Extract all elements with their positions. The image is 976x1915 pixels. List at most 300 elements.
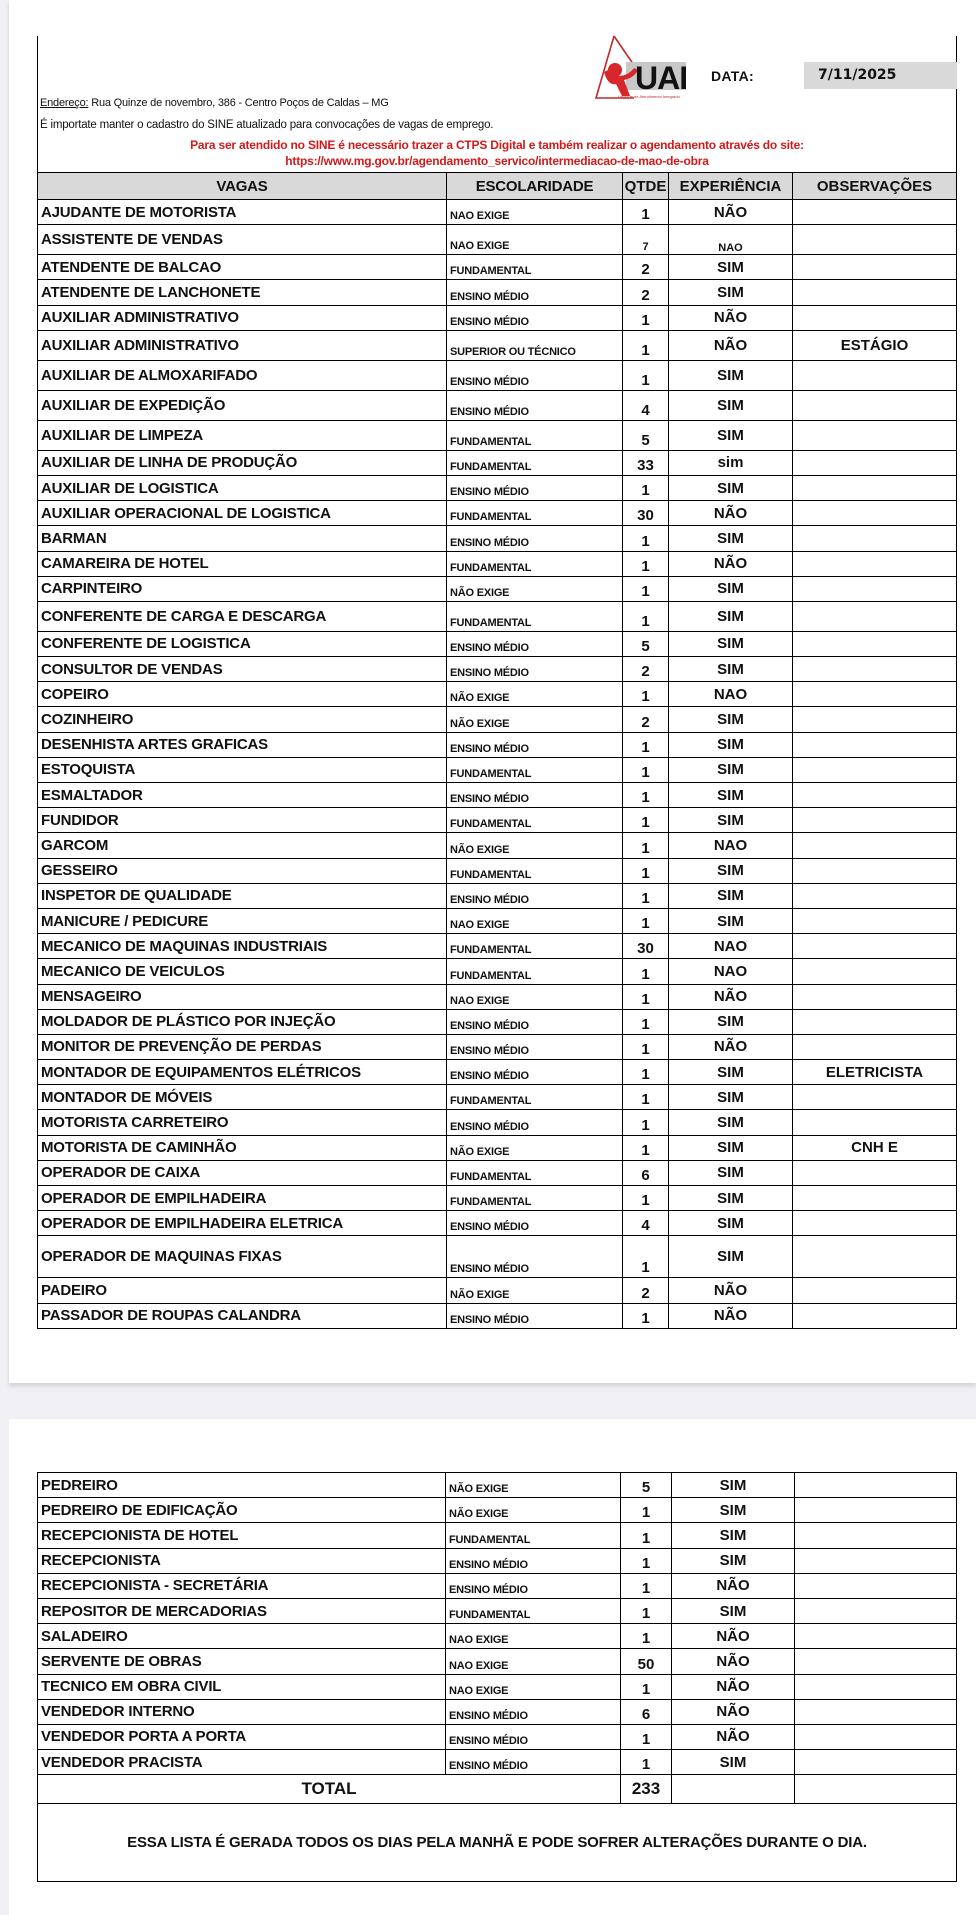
vaga-cell: CARPINTEIRO [38,576,447,601]
escolaridade-cell: NAO EXIGE [447,984,623,1009]
experiencia-cell: NAO [669,682,793,707]
experiencia-cell: SIM [672,1473,795,1498]
table-row [38,934,957,959]
observacoes-cell [795,1724,957,1749]
table-row [38,757,957,782]
observacoes-cell [793,390,957,420]
observacoes-cell [793,255,957,280]
experiencia-cell: SIM [669,420,793,450]
qtde-cell: 1 [621,1523,672,1548]
experiencia-cell: SIM [669,858,793,883]
table-row [38,858,957,883]
observacoes-cell [793,682,957,707]
total-obs-empty [795,1775,957,1804]
document-page-1 [9,0,976,1383]
table-row [38,1135,957,1160]
experiencia-cell: NÃO [669,1303,793,1328]
escolaridade-cell: FUNDAMENTAL [447,255,623,280]
vaga-cell: INSPETOR DE QUALIDADE [38,883,447,908]
escolaridade-cell: FUNDAMENTAL [447,757,623,782]
qtde-cell: 1 [623,808,669,833]
experiencia-cell: SIM [669,631,793,656]
vaga-cell: SERVENTE DE OBRAS [38,1649,446,1674]
experiencia-cell: NÃO [669,984,793,1009]
escolaridade-cell: NAO EXIGE [446,1649,621,1674]
qtde-cell: 1 [623,883,669,908]
table-body-page-2 [38,1473,957,1775]
escolaridade-cell: FUNDAMENTAL [446,1523,621,1548]
qtde-cell: 6 [623,1160,669,1185]
experiencia-cell: SIM [669,1160,793,1185]
table-row [38,360,957,390]
observacoes-cell [793,833,957,858]
qtde-cell: 1 [623,783,669,808]
escolaridade-cell: NÃO EXIGE [446,1498,621,1523]
experiencia-cell: NÃO [669,551,793,576]
qtde-cell: 1 [623,1009,669,1034]
escolaridade-cell: NAO EXIGE [447,225,623,255]
observacoes-cell [793,707,957,732]
qtde-cell: 2 [623,707,669,732]
vaga-cell: MENSAGEIRO [38,984,447,1009]
escolaridade-cell: NÃO EXIGE [447,833,623,858]
experiencia-cell: SIM [669,280,793,305]
col-header-observacoes: OBSERVAÇÕES [793,173,957,200]
observacoes-cell [793,225,957,255]
experiencia-cell: NAO [669,833,793,858]
vaga-cell: REPOSITOR DE MERCADORIAS [38,1598,446,1623]
qtde-cell: 1 [623,1060,669,1085]
experiencia-cell: NÃO [669,1278,793,1303]
qtde-cell: 1 [623,984,669,1009]
table-row [38,1473,957,1498]
table-row [38,657,957,682]
qtde-cell: 1 [623,360,669,390]
escolaridade-cell: SUPERIOR OU TÉCNICO [447,330,623,360]
observacoes-cell [795,1473,957,1498]
vaga-cell: FUNDIDOR [38,808,447,833]
total-label: TOTAL [38,1775,621,1804]
qtde-cell: 1 [623,908,669,933]
vaga-cell: MONITOR DE PREVENÇÃO DE PERDAS [38,1034,447,1059]
vaga-cell: PADEIRO [38,1278,447,1303]
table-row [38,1186,957,1211]
experiencia-cell: NÃO [672,1674,795,1699]
observacoes-cell [795,1674,957,1699]
escolaridade-cell: NÃO EXIGE [447,682,623,707]
observacoes-cell: CNH E [793,1135,957,1160]
qtde-cell: 5 [623,420,669,450]
footer-note: ESSA LISTA É GERADA TODOS OS DIAS PELA MANHÃ E PODE SOFRER ALTERAÇÕES DURANTE O DIA. [38,1804,957,1882]
table-row [38,551,957,576]
experiencia-cell: SIM [669,808,793,833]
vaga-cell: CAMAREIRA DE HOTEL [38,551,447,576]
escolaridade-cell: NÃO EXIGE [447,1135,623,1160]
qtde-cell: 4 [623,1211,669,1236]
qtde-cell: 1 [623,757,669,782]
escolaridade-cell: ENSINO MÉDIO [447,526,623,551]
experiencia-cell: SIM [669,601,793,631]
vacancies-table-page-1 [37,172,957,1329]
escolaridade-cell: ENSINO MÉDIO [447,657,623,682]
escolaridade-cell: NAO EXIGE [446,1624,621,1649]
qtde-cell: 1 [623,576,669,601]
experiencia-cell: NAO [669,959,793,984]
observacoes-cell [793,732,957,757]
vaga-cell: AUXILIAR DE LOGISTICA [38,475,447,500]
table-row [38,1674,957,1699]
qtde-cell: 1 [623,833,669,858]
experiencia-cell: SIM [672,1498,795,1523]
observacoes-cell [793,1110,957,1135]
experiencia-cell: SIM [672,1523,795,1548]
table-row [38,1236,957,1278]
vaga-cell: GARCOM [38,833,447,858]
observacoes-cell [793,631,957,656]
qtde-cell: 1 [623,682,669,707]
vaga-cell: AUXILIAR DE LINHA DE PRODUÇÃO [38,450,447,475]
escolaridade-cell: ENSINO MÉDIO [447,475,623,500]
observacoes-cell [793,1278,957,1303]
vaga-cell: TECNICO EM OBRA CIVIL [38,1674,446,1699]
table-row [38,225,957,255]
escolaridade-cell: ENSINO MÉDIO [447,305,623,330]
table-row [38,255,957,280]
observacoes-cell [793,757,957,782]
col-header-escolaridade: ESCOLARIDADE [447,173,623,200]
vaga-cell: OPERADOR DE EMPILHADEIRA ELETRICA [38,1211,447,1236]
experiencia-cell: NÃO [672,1649,795,1674]
qtde-cell: 33 [623,450,669,475]
table-row [38,450,957,475]
experiencia-cell: SIM [669,255,793,280]
qtde-cell: 1 [623,475,669,500]
vaga-cell: VENDEDOR PORTA A PORTA [38,1724,446,1749]
vaga-cell: AUXILIAR OPERACIONAL DE LOGISTICA [38,501,447,526]
vaga-cell: PEDREIRO DE EDIFICAÇÃO [38,1498,446,1523]
vaga-cell: AUXILIAR DE LIMPEZA [38,420,447,450]
observacoes-cell [793,501,957,526]
table-row [38,1523,957,1548]
vaga-cell: MECANICO DE VEICULOS [38,959,447,984]
observacoes-cell [793,1009,957,1034]
observacoes-cell [793,576,957,601]
table-row [38,1573,957,1598]
observacoes-cell [793,200,957,225]
experiencia-cell: NÃO [669,200,793,225]
qtde-cell: 1 [621,1548,672,1573]
qtde-cell: 1 [621,1674,672,1699]
escolaridade-cell: NÃO EXIGE [446,1473,621,1498]
experiencia-cell: SIM [669,1085,793,1110]
observacoes-cell [793,1211,957,1236]
escolaridade-cell: ENSINO MÉDIO [446,1548,621,1573]
experiencia-cell: SIM [669,1236,793,1278]
experiencia-cell: SIM [669,475,793,500]
vaga-cell: SALADEIRO [38,1624,446,1649]
vaga-cell: RECEPCIONISTA [38,1548,446,1573]
vaga-cell: MECANICO DE MAQUINAS INDUSTRIAIS [38,934,447,959]
escolaridade-cell: FUNDAMENTAL [447,420,623,450]
observacoes-cell [793,657,957,682]
experiencia-cell: SIM [669,1135,793,1160]
experiencia-cell: SIM [669,1060,793,1085]
vaga-cell: GESSEIRO [38,858,447,883]
vaga-cell: MOLDADOR DE PLÁSTICO POR INJEÇÃO [38,1009,447,1034]
vaga-cell: OPERADOR DE MAQUINAS FIXAS [38,1236,447,1278]
qtde-cell: 1 [623,1135,669,1160]
experiencia-cell: NÃO [669,501,793,526]
table-row [38,1060,957,1085]
table-row [38,390,957,420]
vaga-cell: VENDEDOR INTERNO [38,1699,446,1724]
escolaridade-cell: ENSINO MÉDIO [447,783,623,808]
escolaridade-cell: FUNDAMENTAL [447,934,623,959]
table-row [38,526,957,551]
qtde-cell: 30 [623,934,669,959]
observacoes-cell [793,475,957,500]
escolaridade-cell: FUNDAMENTAL [447,959,623,984]
observacoes-cell: ELETRICISTA [793,1060,957,1085]
uai-logo-icon [594,34,719,106]
escolaridade-cell: ENSINO MÉDIO [447,1110,623,1135]
qtde-cell: 1 [623,330,669,360]
experiencia-cell: NÃO [669,305,793,330]
escolaridade-cell: ENSINO MÉDIO [446,1699,621,1724]
experiencia-cell: SIM [672,1598,795,1623]
table-header-row [38,173,957,200]
observacoes-cell [793,1160,957,1185]
vaga-cell: PASSADOR DE ROUPAS CALANDRA [38,1303,447,1328]
table-row [38,1750,957,1775]
observacoes-cell [793,551,957,576]
qtde-cell: 5 [621,1473,672,1498]
qtde-cell: 1 [623,1186,669,1211]
experiencia-cell: SIM [669,908,793,933]
table-row [38,1278,957,1303]
vaga-cell: MOTORISTA DE CAMINHÃO [38,1135,447,1160]
qtde-cell: 2 [623,1278,669,1303]
observacoes-cell [793,420,957,450]
observacoes-cell [795,1548,957,1573]
qtde-cell: 1 [623,1085,669,1110]
total-value: 233 [621,1775,672,1804]
vaga-cell: BARMAN [38,526,447,551]
col-header-vagas: VAGAS [38,173,447,200]
table-row [38,501,957,526]
observacoes-cell [795,1750,957,1775]
qtde-cell: 1 [623,305,669,330]
table-row [38,200,957,225]
svg-text:Unidade de Atendimento Integra: Unidade de Atendimento Integrado [618,94,680,99]
escolaridade-cell: FUNDAMENTAL [447,1186,623,1211]
vaga-cell: COZINHEIRO [38,707,447,732]
qtde-cell: 2 [623,280,669,305]
qtde-cell: 1 [623,1236,669,1278]
experiencia-cell: SIM [669,657,793,682]
footer-note-row [38,1804,957,1882]
experiencia-cell: NÃO [669,1034,793,1059]
table-row [38,1110,957,1135]
uai-logo [594,34,719,106]
experiencia-cell: SIM [669,883,793,908]
observacoes-cell [793,808,957,833]
escolaridade-cell: FUNDAMENTAL [447,450,623,475]
qtde-cell: 7 [623,225,669,255]
vaga-cell: AUXILIAR ADMINISTRATIVO [38,305,447,330]
table-row [38,280,957,305]
vacancies-table-page-2 [37,1472,957,1882]
experiencia-cell: NÃO [672,1573,795,1598]
escolaridade-cell: NAO EXIGE [446,1674,621,1699]
vaga-cell: MOTORISTA CARRETEIRO [38,1110,447,1135]
experiencia-cell: SIM [669,707,793,732]
qtde-cell: 6 [621,1699,672,1724]
vaga-cell: CONFERENTE DE CARGA E DESCARGA [38,601,447,631]
qtde-cell: 4 [623,390,669,420]
experiencia-cell: NAO [669,934,793,959]
vaga-cell: RECEPCIONISTA - SECRETÁRIA [38,1573,446,1598]
qtde-cell: 50 [621,1649,672,1674]
table-row [38,1598,957,1623]
table-row [38,908,957,933]
observacoes-cell [795,1523,957,1548]
observacoes-cell [795,1598,957,1623]
table-row [38,420,957,450]
vaga-cell: CONSULTOR DE VENDAS [38,657,447,682]
observacoes-cell [793,959,957,984]
observacoes-cell [793,1085,957,1110]
experiencia-cell: NAO [669,225,793,255]
table-row [38,1160,957,1185]
observacoes-cell [795,1498,957,1523]
address-line [40,97,389,109]
qtde-cell: 1 [623,732,669,757]
table-row [38,1649,957,1674]
escolaridade-cell: NAO EXIGE [447,200,623,225]
observacoes-cell [795,1649,957,1674]
observacoes-cell [793,1303,957,1328]
qtde-cell: 1 [621,1624,672,1649]
vaga-cell: MONTADOR DE MÓVEIS [38,1085,447,1110]
experiencia-cell: SIM [672,1750,795,1775]
experiencia-cell: SIM [669,757,793,782]
escolaridade-cell: FUNDAMENTAL [447,601,623,631]
table-row [38,1498,957,1523]
experiencia-cell: SIM [669,1186,793,1211]
qtde-cell: 1 [623,959,669,984]
qtde-cell: 1 [623,858,669,883]
observacoes-cell [793,934,957,959]
escolaridade-cell: FUNDAMENTAL [446,1598,621,1623]
total-exp-empty [672,1775,795,1804]
table-row [38,576,957,601]
experiencia-cell: SIM [669,783,793,808]
escolaridade-cell: FUNDAMENTAL [447,808,623,833]
col-header-qtde: QTDE [623,173,669,200]
table-row [38,475,957,500]
escolaridade-cell: FUNDAMENTAL [447,501,623,526]
observacoes-cell [795,1573,957,1598]
escolaridade-cell: ENSINO MÉDIO [447,280,623,305]
experiencia-cell: NÃO [672,1724,795,1749]
experiencia-cell: NÃO [672,1624,795,1649]
vaga-cell: AUXILIAR ADMINISTRATIVO [38,330,447,360]
table-row [38,305,957,330]
table-row [38,1548,957,1573]
vaga-cell: MONTADOR DE EQUIPAMENTOS ELÉTRICOS [38,1060,447,1085]
svg-text:UAI: UAI [635,60,688,96]
qtde-cell: 1 [623,551,669,576]
escolaridade-cell: ENSINO MÉDIO [446,1750,621,1775]
qtde-cell: 1 [623,1034,669,1059]
vaga-cell: OPERADOR DE CAIXA [38,1160,447,1185]
observacoes-cell [793,1034,957,1059]
table-row [38,330,957,360]
vaga-cell: VENDEDOR PRACISTA [38,1750,446,1775]
vaga-cell: COPEIRO [38,682,447,707]
table-row [38,808,957,833]
observacoes-cell [793,526,957,551]
address-text: Rua Quinze de novembro, 386 - Centro Poços de Caldas – MG [88,97,389,109]
qtde-cell: 2 [623,657,669,682]
table-row [38,1085,957,1110]
escolaridade-cell: ENSINO MÉDIO [447,390,623,420]
qtde-cell: 1 [623,601,669,631]
qtde-cell: 1 [623,1303,669,1328]
date-value: 7/11/2025 [804,62,957,89]
escolaridade-cell: NÃO EXIGE [447,576,623,601]
escolaridade-cell: ENSINO MÉDIO [447,732,623,757]
escolaridade-cell: ENSINO MÉDIO [447,1211,623,1236]
vaga-cell: AJUDANTE DE MOTORISTA [38,200,447,225]
observacoes-cell: ESTÁGIO [793,330,957,360]
table-row [38,959,957,984]
vaga-cell: ESMALTADOR [38,783,447,808]
observacoes-cell [793,601,957,631]
experiencia-cell: NÃO [669,330,793,360]
escolaridade-cell: ENSINO MÉDIO [447,1236,623,1278]
escolaridade-cell: ENSINO MÉDIO [447,1034,623,1059]
escolaridade-cell: ENSINO MÉDIO [446,1724,621,1749]
date-label: DATA: [711,68,754,84]
experiencia-cell: SIM [669,1110,793,1135]
vaga-cell: MANICURE / PEDICURE [38,908,447,933]
table-row [38,1303,957,1328]
escolaridade-cell: ENSINO MÉDIO [447,360,623,390]
escolaridade-cell: FUNDAMENTAL [447,1160,623,1185]
table-row [38,1724,957,1749]
observacoes-cell [793,908,957,933]
table-row [38,732,957,757]
table-row [38,1624,957,1649]
experiencia-cell: SIM [669,360,793,390]
table-row [38,1034,957,1059]
escolaridade-cell: NÃO EXIGE [447,707,623,732]
table-row [38,631,957,656]
qtde-cell: 1 [621,1498,672,1523]
qtde-cell: 1 [621,1598,672,1623]
qtde-cell: 1 [621,1573,672,1598]
experiencia-cell: SIM [669,1211,793,1236]
experiencia-cell: SIM [672,1548,795,1573]
experiencia-cell: SIM [669,732,793,757]
observacoes-cell [795,1624,957,1649]
table-body-page-1 [38,200,957,1329]
experiencia-cell: SIM [669,576,793,601]
appointment-link[interactable]: https://www.mg.gov.br/agendamento_servico/intermediacao-de-mao-de-obra [285,154,709,168]
table-row [38,601,957,631]
